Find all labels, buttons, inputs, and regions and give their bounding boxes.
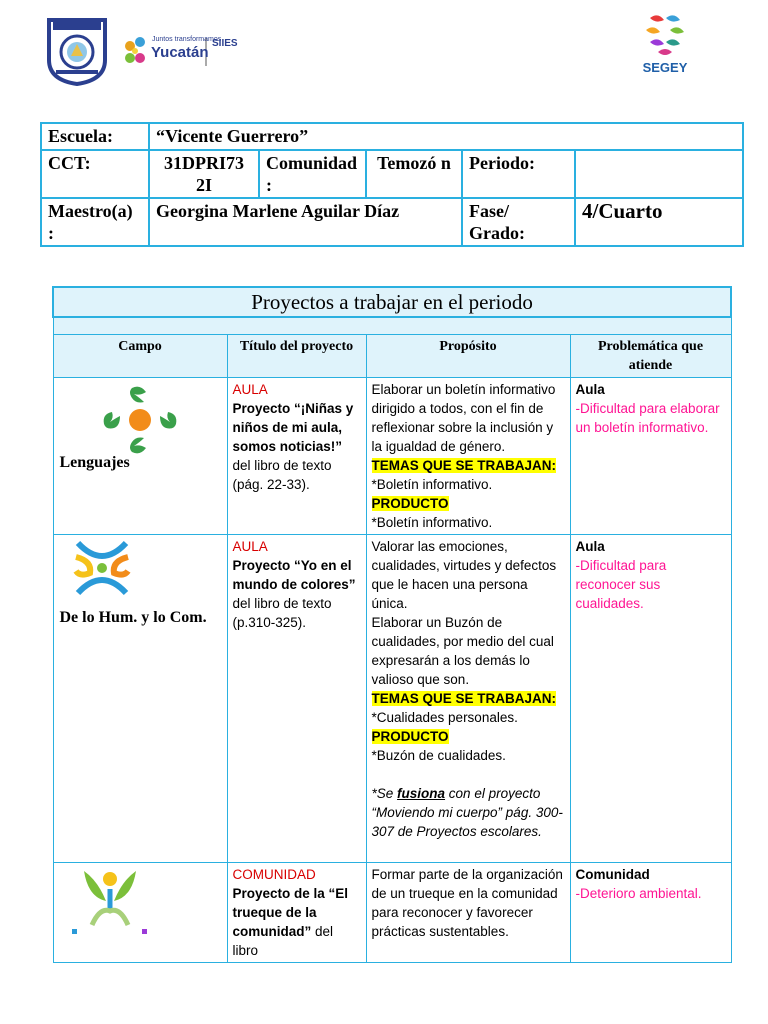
problematica-cell — [570, 535, 731, 863]
table-row — [53, 535, 731, 863]
school-logo — [44, 14, 110, 86]
prob-text: -Dificultad para elaborar un boletín informativo. — [575, 401, 720, 435]
prob-text: -Dificultad para reconocer sus cualidades. — [575, 558, 667, 611]
yucatan-logo — [120, 32, 270, 72]
cct-label: CCT: — [41, 150, 149, 198]
header-logos — [0, 0, 768, 100]
temas-label: TEMAS QUE SE TRABAJAN: — [371, 458, 557, 473]
prob-label: Aula — [575, 539, 605, 554]
titulo-cell — [227, 535, 366, 863]
titulo-rest: del libro — [232, 924, 334, 958]
titulo-tag: COMUNIDAD — [232, 867, 316, 882]
segey-logo — [636, 12, 694, 74]
titulo-cell — [227, 863, 366, 963]
yucatan-line1: Juntos transformamos — [152, 36, 222, 43]
blank-row — [53, 317, 731, 335]
proposito-text: Valorar las emociones, cualidades, virtudes y defectos que le hacen una persona única. — [371, 539, 557, 611]
maestro-label: Maestro(a) : — [41, 198, 149, 246]
campo-cell — [53, 535, 227, 863]
producto-text: *Buzón de cualidades. — [371, 748, 506, 763]
campo-name: Lenguajes — [59, 454, 130, 471]
escuela-label: Escuela: — [41, 123, 149, 150]
temas-text: *Boletín informativo. — [371, 477, 493, 492]
titulo-tag: AULA — [232, 539, 268, 554]
titulo-rest: del libro de texto (p.310-325). — [232, 596, 332, 630]
titulo-tag: AULA — [232, 382, 268, 397]
table-row — [53, 863, 731, 963]
campo-cell — [53, 863, 227, 963]
producto-label: PRODUCTO — [371, 729, 449, 744]
temas-label: TEMAS QUE SE TRABAJAN: — [371, 691, 557, 706]
temas-text: *Cualidades personales. — [371, 710, 518, 725]
header-proposito: Propósito — [366, 335, 570, 378]
cct-value: 31DPRI73 2I — [149, 150, 259, 198]
siies-text: SIIES — [212, 38, 238, 49]
producto-text: *Boletín informativo. — [371, 515, 493, 530]
prob-text: -Deterioro ambiental. — [575, 886, 702, 901]
titulo-cell — [227, 378, 366, 535]
segey-text: SEGEY — [642, 60, 688, 75]
school-info-table — [40, 122, 744, 247]
producto-label: PRODUCTO — [371, 496, 449, 511]
table-row — [53, 378, 731, 535]
titulo-rest: del libro de texto (pág. 22-33). — [232, 458, 332, 492]
fase-label: Fase/ Grado: — [462, 198, 575, 246]
proposito-text: Formar parte de la organización de un trueque en la comunidad para reconocer y favorecer prácticas sustentables. — [371, 867, 563, 939]
escuela-value: “Vicente Guerrero” — [149, 123, 743, 150]
proposito-text: Elaborar un boletín informativo dirigido a todos, con el fin de reflexionar sobre la inclusión y la igualdad de género. — [371, 382, 556, 454]
titulo-bold: Proyecto de la “El trueque de la comunidad” — [232, 886, 349, 939]
proposito-cell — [366, 378, 570, 535]
comunidad-value: Temozó n — [366, 150, 462, 198]
maestro-value: Georgina Marlene Aguilar Díaz — [149, 198, 462, 246]
fase-value: 4/Cuarto — [575, 198, 743, 246]
titulo-bold: Proyecto “¡Niñas y niños de mi aula, somos noticias!” — [232, 401, 354, 454]
proposito-text-2: Elaborar un Buzón de cualidades, por medio del cual expresarán a los demás lo valioso que son. — [371, 615, 554, 687]
prob-label: Aula — [575, 382, 605, 397]
periodo-value — [575, 150, 743, 198]
fusion-note: *Se fusiona con el proyecto “Moviendo mi cuerpo” pág. 300- 307 de Proyectos escolares. — [371, 786, 563, 839]
titulo-bold: Proyecto “Yo en el mundo de colores” — [232, 558, 356, 592]
periodo-label: Periodo: — [462, 150, 575, 198]
saberes-icon — [70, 867, 150, 942]
comunidad-label: Comunidad : — [259, 150, 366, 198]
lenguajes-icon — [100, 384, 180, 461]
yucatan-line2: Yucatán — [151, 44, 209, 61]
projects-table — [52, 286, 732, 963]
projects-title: Proyectos a trabajar en el periodo — [53, 287, 731, 317]
header-titulo: Título del proyecto — [227, 335, 366, 378]
campo-name: De lo Hum. y lo Com. — [59, 609, 207, 626]
problematica-cell — [570, 378, 731, 535]
header-problematica: Problemática que atiende — [570, 335, 731, 378]
fusion-keyword: fusiona — [397, 786, 446, 801]
campo-cell — [53, 378, 227, 535]
humano-comunitario-icon — [70, 539, 134, 602]
problematica-cell — [570, 863, 731, 963]
proposito-cell — [366, 535, 570, 863]
header-campo: Campo — [53, 335, 227, 378]
proposito-cell — [366, 863, 570, 963]
prob-label: Comunidad — [575, 867, 650, 882]
